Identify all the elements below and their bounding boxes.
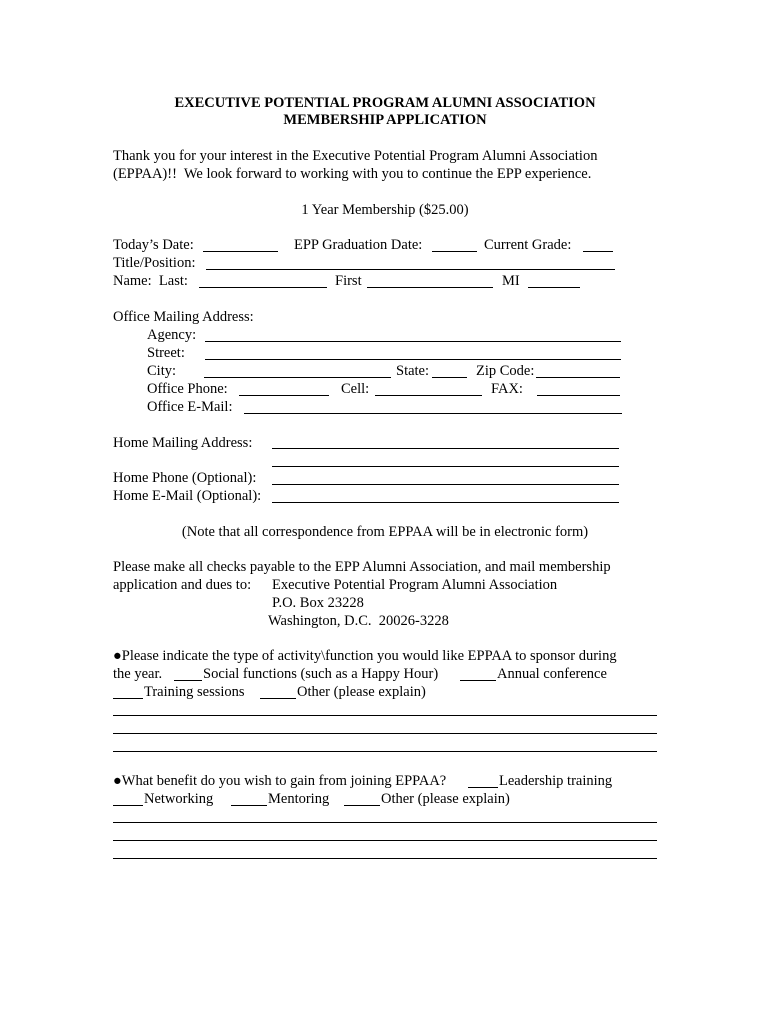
- home-phone-label: Home Phone (Optional):: [113, 470, 257, 486]
- networking-checkbox[interactable]: [113, 805, 143, 806]
- leadership-training-checkbox[interactable]: [468, 787, 498, 788]
- benefit-explain-line-1[interactable]: [113, 822, 657, 823]
- training-sessions-label: Training sessions: [144, 684, 245, 700]
- bullet-icon: ●: [113, 773, 122, 789]
- state-field[interactable]: [432, 377, 467, 378]
- benefit-explain-line-2[interactable]: [113, 840, 657, 841]
- todays-date-field[interactable]: [203, 251, 278, 252]
- activity-other-checkbox[interactable]: [260, 698, 296, 699]
- name-last-label: Name: Last:: [113, 273, 188, 289]
- annual-conference-label: Annual conference: [497, 666, 607, 682]
- intro-line1: Thank you for your interest in the Executive Potential Program Alumni Association: [113, 148, 598, 164]
- graduation-date-label: EPP Graduation Date:: [294, 237, 423, 253]
- graduation-date-field[interactable]: [432, 251, 477, 252]
- social-functions-label: Social functions (such as a Happy Hour): [203, 666, 439, 682]
- first-name-label: First: [335, 273, 362, 289]
- office-email-label: Office E-Mail:: [147, 399, 233, 415]
- checks-payable-line: Please make all checks payable to the EPP Alumni Association, and mail membership: [113, 559, 611, 575]
- benefit-other-label: Other (please explain): [381, 791, 510, 807]
- agency-field[interactable]: [205, 341, 621, 342]
- mail-address-line1: Executive Potential Program Alumni Association: [272, 577, 558, 593]
- fax-field[interactable]: [537, 395, 620, 396]
- form-title-line1: EXECUTIVE POTENTIAL PROGRAM ALUMNI ASSOCIATION: [174, 95, 596, 111]
- fax-label: FAX:: [491, 381, 523, 397]
- question-benefit: [113, 772, 446, 790]
- q1-prefix: the year.: [113, 666, 163, 682]
- form-title-line2: MEMBERSHIP APPLICATION: [283, 112, 487, 128]
- home-phone-field[interactable]: [272, 484, 619, 485]
- agency-label: Agency:: [147, 327, 197, 343]
- current-grade-field[interactable]: [583, 251, 613, 252]
- activity-explain-line-1[interactable]: [113, 715, 657, 716]
- mentoring-checkbox[interactable]: [231, 805, 267, 806]
- benefit-explain-line-3[interactable]: [113, 858, 657, 859]
- title-position-field[interactable]: [206, 269, 615, 270]
- city-label: City:: [147, 363, 177, 379]
- home-address-field-2[interactable]: [272, 466, 619, 467]
- benefit-other-checkbox[interactable]: [344, 805, 380, 806]
- home-email-label: Home E-Mail (Optional):: [113, 488, 262, 504]
- question-benefit-text: What benefit do you wish to gain from joining EPPAA?: [121, 773, 447, 789]
- social-functions-checkbox[interactable]: [174, 680, 202, 681]
- office-phone-field[interactable]: [239, 395, 329, 396]
- question-activity: [113, 647, 617, 665]
- mail-address-line3: Washington, D.C. 20026-3228: [268, 613, 449, 629]
- office-address-heading: Office Mailing Address:: [113, 309, 254, 325]
- mi-field[interactable]: [528, 287, 580, 288]
- title-position-label: Title/Position:: [113, 255, 196, 271]
- state-label: State:: [396, 363, 430, 379]
- home-address-field-1[interactable]: [272, 448, 619, 449]
- street-field[interactable]: [205, 359, 621, 360]
- mentoring-label: Mentoring: [268, 791, 330, 807]
- bullet-icon: ●: [113, 648, 122, 664]
- leadership-training-label: Leadership training: [499, 773, 613, 789]
- zip-label: Zip Code:: [476, 363, 535, 379]
- activity-explain-line-2[interactable]: [113, 733, 657, 734]
- last-name-field[interactable]: [199, 287, 327, 288]
- mi-label: MI: [502, 273, 520, 289]
- cell-field[interactable]: [375, 395, 482, 396]
- membership-fee: 1 Year Membership ($25.00): [301, 202, 469, 218]
- home-address-label: Home Mailing Address:: [113, 435, 253, 451]
- city-field[interactable]: [204, 377, 391, 378]
- activity-explain-line-3[interactable]: [113, 751, 657, 752]
- annual-conference-checkbox[interactable]: [460, 680, 496, 681]
- current-grade-label: Current Grade:: [484, 237, 572, 253]
- street-label: Street:: [147, 345, 185, 361]
- office-email-field[interactable]: [244, 413, 622, 414]
- intro-line2: (EPPAA)!! We look forward to working with you to continue the EPP experience.: [113, 166, 592, 182]
- home-email-field[interactable]: [272, 502, 619, 503]
- office-phone-label: Office Phone:: [147, 381, 228, 397]
- electronic-note: (Note that all correspondence from EPPAA will be in electronic form): [181, 524, 589, 540]
- first-name-field[interactable]: [367, 287, 493, 288]
- question-activity-text: Please indicate the type of activity\function you would like EPPAA to sponsor during: [121, 648, 617, 664]
- cell-label: Cell:: [341, 381, 370, 397]
- zip-field[interactable]: [536, 377, 620, 378]
- mail-address-line2: P.O. Box 23228: [272, 595, 364, 611]
- mail-to-label: application and dues to:: [113, 577, 252, 593]
- networking-label: Networking: [144, 791, 214, 807]
- training-sessions-checkbox[interactable]: [113, 698, 143, 699]
- activity-other-label: Other (please explain): [297, 684, 426, 700]
- todays-date-label: Today’s Date:: [113, 237, 194, 253]
